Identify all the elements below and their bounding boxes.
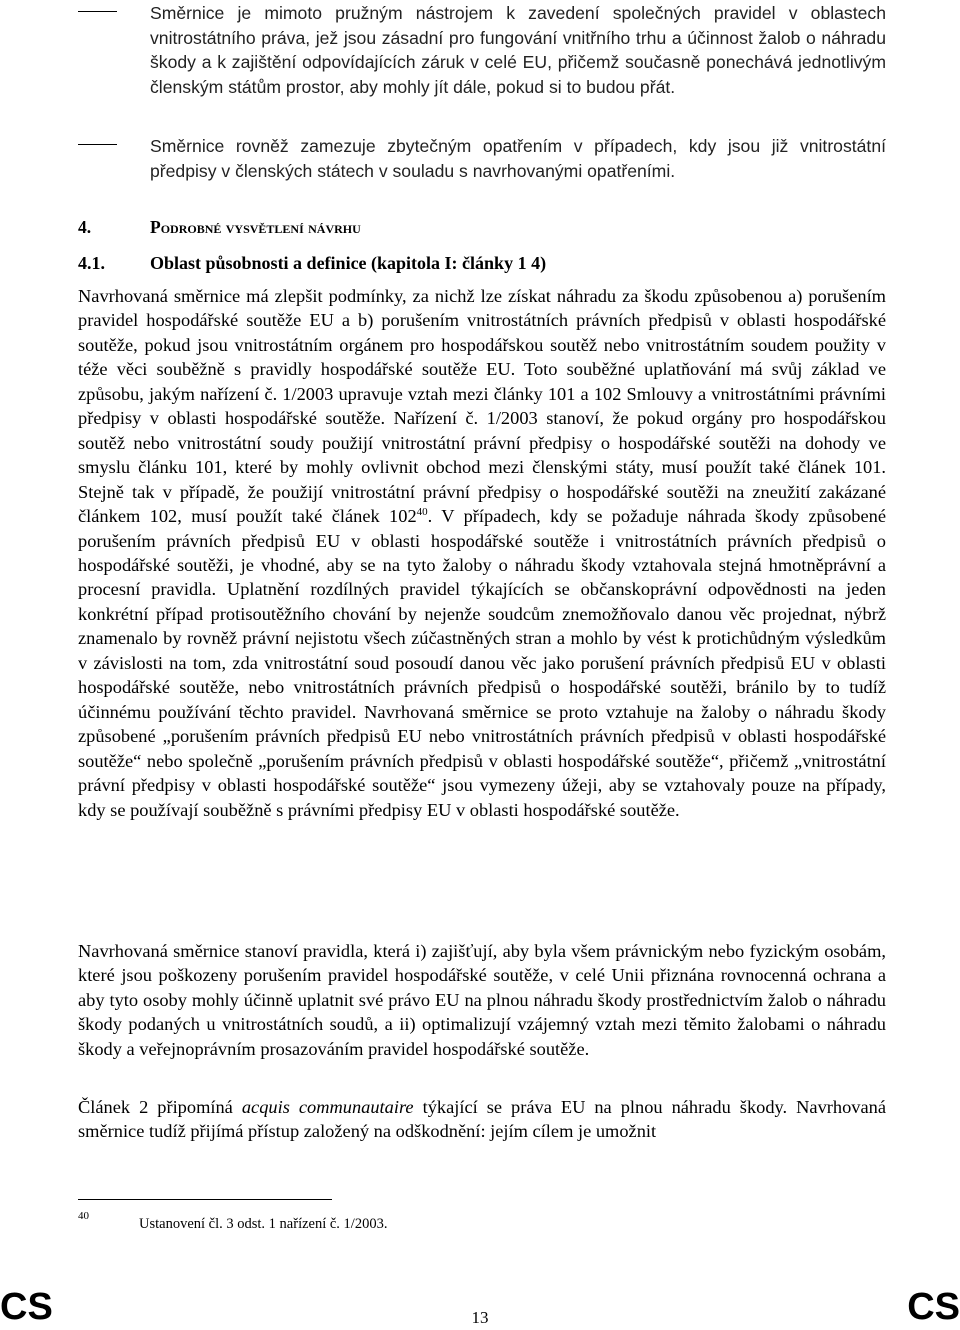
italic-term: acquis communautaire bbox=[241, 1097, 414, 1117]
section-number: 4. bbox=[78, 217, 92, 237]
subsection-title: Oblast působnosti a definice (kapitola I: články 1 4) bbox=[150, 253, 547, 273]
section-title: Podrobné vysvětlení návrhu bbox=[150, 217, 361, 237]
footnote-text: Ustanovení čl. 3 odst. 1 nařízení č. 1/2003. bbox=[139, 1216, 388, 1232]
subsection-heading bbox=[78, 251, 546, 275]
paragraph-text: . V případech, kdy se požaduje náhrada škody způsobené porušením právních předpisů EU v oblasti hospodářské soutěže i vnitrostátních právních předpisů o hospodářské soutěži, je vhodné, aby se na tyto žaloby o náhradu škody vztahovala stejná hmotněprávní a procesní pravidla. Uplatnění rozdílných pravidel týkajících se občanskoprávní odpovědnosti na jeden konkrétní případ protisoutěžního chování by nejenže soudcům znemožňovalo danou věc projednat, nýbrž znamenalo by rovněž právní nejistotu všech zúčastněných stran a mohlo by vést k protichůdným výsledkům v závislosti na tom, zda vnitrostátní soud posoudí danou věc jako porušení právních předpisů EU v oblasti hospodářské soutěže, nebo vnitrostátních právních předpisů o hospodářské soutěži, bránilo by to tudíž účinnému používání těchto pravidel. Navrhovaná směrnice se proto vztahuje na žaloby o náhradu škody způsobené „porušením právních předpisů EU nebo vnitrostátních právních předpisů v oblasti hospodářské soutěže“ nebo společně „porušením právních předpisů v oblasti hospodářské soutěže“, přičemž „vnitrostátní právní předpisy v oblasti hospodářské soutěže“ jsou vymezeny úžeji, aby se vztahovaly pouze na případy, kdy se používají souběžně s právními předpisy EU v oblasti hospodářské soutěže. bbox=[78, 506, 886, 820]
bullet-item bbox=[78, 134, 886, 183]
body-paragraph bbox=[78, 284, 886, 822]
dash-bullet-icon bbox=[78, 11, 117, 12]
paragraph-text: Navrhovaná směrnice má zlepšit podmínky, za nichž lze získat náhradu za škodu způsobenou a) porušením pravidel hospodářské soutěže EU a b) porušením vnitrostátních právních předpisů v oblasti hospodářské soutěže, pokud jsou vnitrostátním orgánem pro hospodářskou soutěž nebo vnitrostátním soudem použity v téže věci souběžně s pravidly hospodářské soutěže EU. Toto souběžné uplatňování má svůj základ ve způsobu, jakým nařízení č. 1/2003 upravuje vztah mezi články 101 a 102 Smlouvy a vnitrostátními právními předpisy v oblasti hospodářské soutěže. Nařízení č. 1/2003 stanoví, že pokud orgány pro hospodářskou soutěž nebo vnitrostátní soudy použijí vnitrostátní právní předpisy o hospodářské soutěži na dohody ve smyslu článku 101, které by mohly ovlivnit obchod mezi členskými státy, musí použít také článek 101. Stejně tak v případě, že použijí vnitrostátní právní předpisy o hospodářské soutěži na zneužití zakázané článkem 102, musí použít také článek 102 bbox=[78, 286, 886, 527]
language-code-left: CS bbox=[0, 1286, 53, 1328]
dash-bullet-icon bbox=[78, 144, 117, 145]
bullet-text: Směrnice je mimoto pružným nástrojem k zavedení společných pravidel v oblastech vnitrostátního práva, jež jsou zásadní pro fungování vnitřního trhu a účinnost žalob o náhradu škody a k zajištění odpovídajících záruk v celé EU, přičemž současně ponechává jednotlivým členským státům prostor, aby mohly jít dále, pokud si to budou přát. bbox=[150, 3, 886, 97]
paragraph-text: týkající se práva EU na plnou náhradu škody. Navrhovaná směrnice tudíž přijímá přístup založený na odškodnění: jejím cílem je umožnit bbox=[78, 1097, 886, 1142]
language-code-right: CS bbox=[907, 1286, 960, 1328]
footnote-reference[interactable]: 40 bbox=[416, 506, 428, 519]
body-paragraph bbox=[78, 939, 886, 1061]
subsection-number: 4.1. bbox=[78, 253, 105, 273]
footnote-number: 40 bbox=[78, 1210, 89, 1222]
section-heading bbox=[78, 215, 361, 239]
bullet-text: Směrnice rovněž zamezuje zbytečným opatřením v případech, kdy jsou již vnitrostátní předpisy v členských státech v souladu s navrhovanými opatřeními. bbox=[150, 136, 886, 181]
body-paragraph bbox=[78, 1095, 886, 1144]
footnote-separator bbox=[78, 1199, 332, 1200]
paragraph-text: Navrhovaná směrnice stanoví pravidla, která i) zajišťují, aby byla všem právnickým nebo fyzickým osobám, které jsou poškozeny porušením pravidel hospodářské soutěže, v celé Unii přiznána rovnocenná ochrana a aby tyto osoby mohly účinně uplatnit své právo EU na plnou náhradu škody prostřednictvím žalob o náhradu škody podaných u vnitrostátních soudů, a ii) optimalizují vzájemný vztah mezi těmito žalobami o náhradu škody a veřejnoprávním prosazováním pravidel hospodářské soutěže. bbox=[78, 941, 886, 1059]
page-number: 13 bbox=[471, 1308, 489, 1327]
paragraph-text: Článek 2 připomíná bbox=[78, 1097, 242, 1117]
bullet-item bbox=[78, 1, 886, 99]
